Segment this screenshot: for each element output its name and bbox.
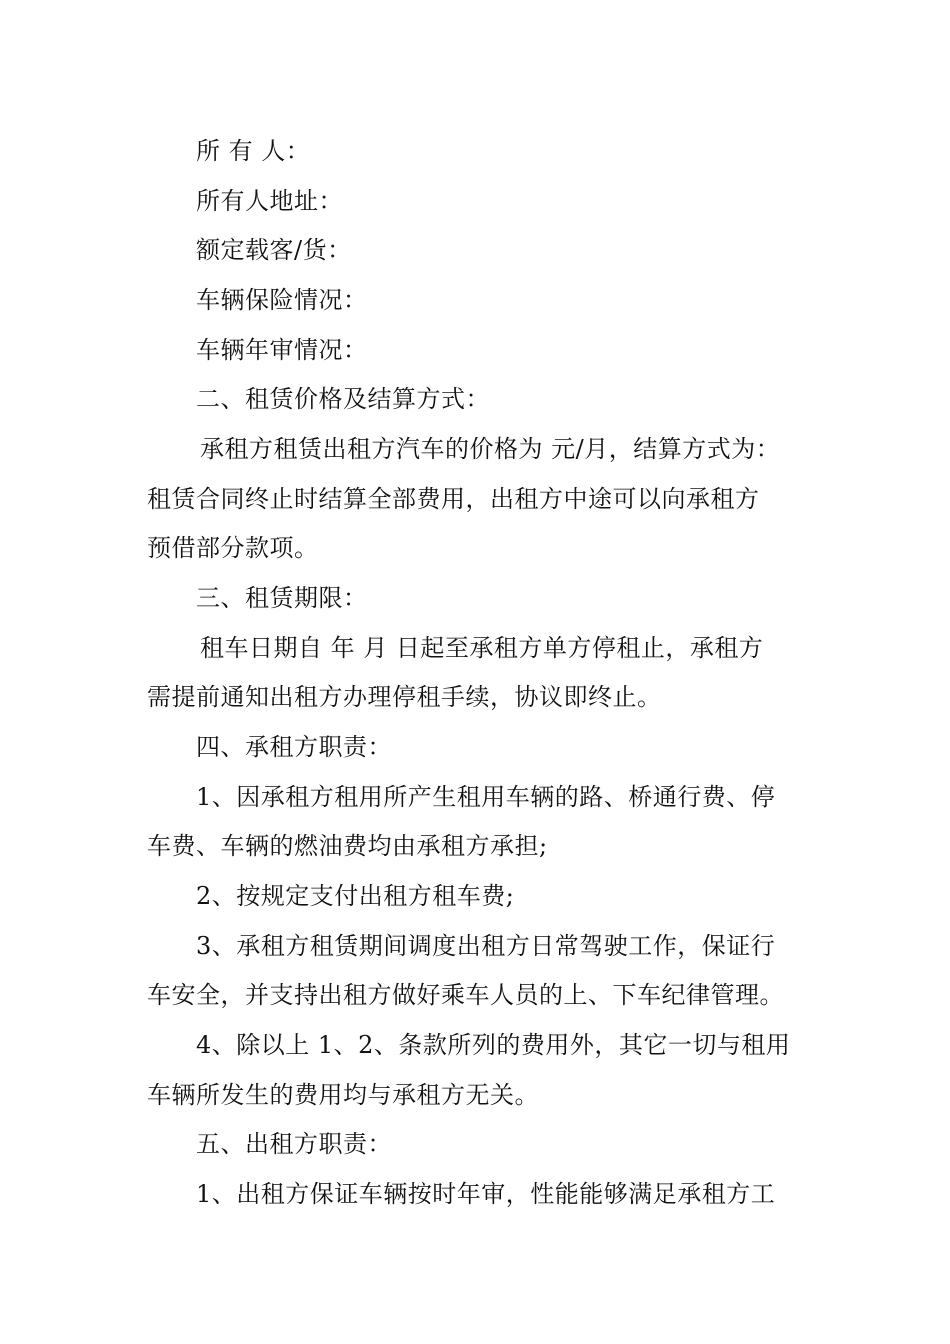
- section-4-heading: 四、承租方职责：: [196, 733, 392, 761]
- paragraph-line: 1、出租方保证车辆按时年审，性能能够满足承租方工: [196, 1180, 776, 1208]
- paragraph-line: 预借部分款项。: [147, 534, 319, 562]
- paragraph-line: 车辆所发生的费用均与承租方无关。: [147, 1081, 539, 1109]
- section-3-heading: 三、租赁期限：: [196, 584, 368, 612]
- paragraph-line: 2、按规定支付出租方租车费;: [196, 882, 515, 910]
- owner-label: 所 有 人：: [196, 137, 311, 165]
- section-2-heading: 二、租赁价格及结算方式：: [196, 385, 490, 413]
- paragraph-line: 1、因承租方租用所产生租用车辆的路、桥通行费、停: [196, 783, 776, 811]
- rated-capacity-label: 额定载客/货：: [196, 236, 352, 264]
- paragraph-line: 车安全，并支持出租方做好乘车人员的上、下车纪律管理。: [147, 981, 784, 1009]
- annual-inspection-label: 车辆年审情况：: [196, 336, 368, 364]
- paragraph-line: 4、除以上 1、2、条款所列的费用外，其它一切与租用: [196, 1031, 791, 1059]
- paragraph-line: 3、承租方租赁期间调度出租方日常驾驶工作，保证行: [196, 932, 776, 960]
- section-5-heading: 五、出租方职责：: [196, 1130, 392, 1158]
- paragraph-line: 租赁合同终止时结算全部费用，出租方中途可以向承租方: [147, 485, 760, 513]
- paragraph-line: 车费、车辆的燃油费均由承租方承担;: [147, 832, 548, 860]
- paragraph-line: 需提前通知出租方办理停租手续，协议即终止。: [147, 683, 662, 711]
- paragraph-line: 租车日期自 年 月 日起至承租方单方停租止，承租方: [200, 634, 764, 662]
- owner-address-label: 所有人地址：: [196, 187, 343, 215]
- insurance-status-label: 车辆保险情况：: [196, 286, 368, 314]
- paragraph-line: 承租方租赁出租方汽车的价格为 元/月，结算方式为：: [200, 435, 781, 463]
